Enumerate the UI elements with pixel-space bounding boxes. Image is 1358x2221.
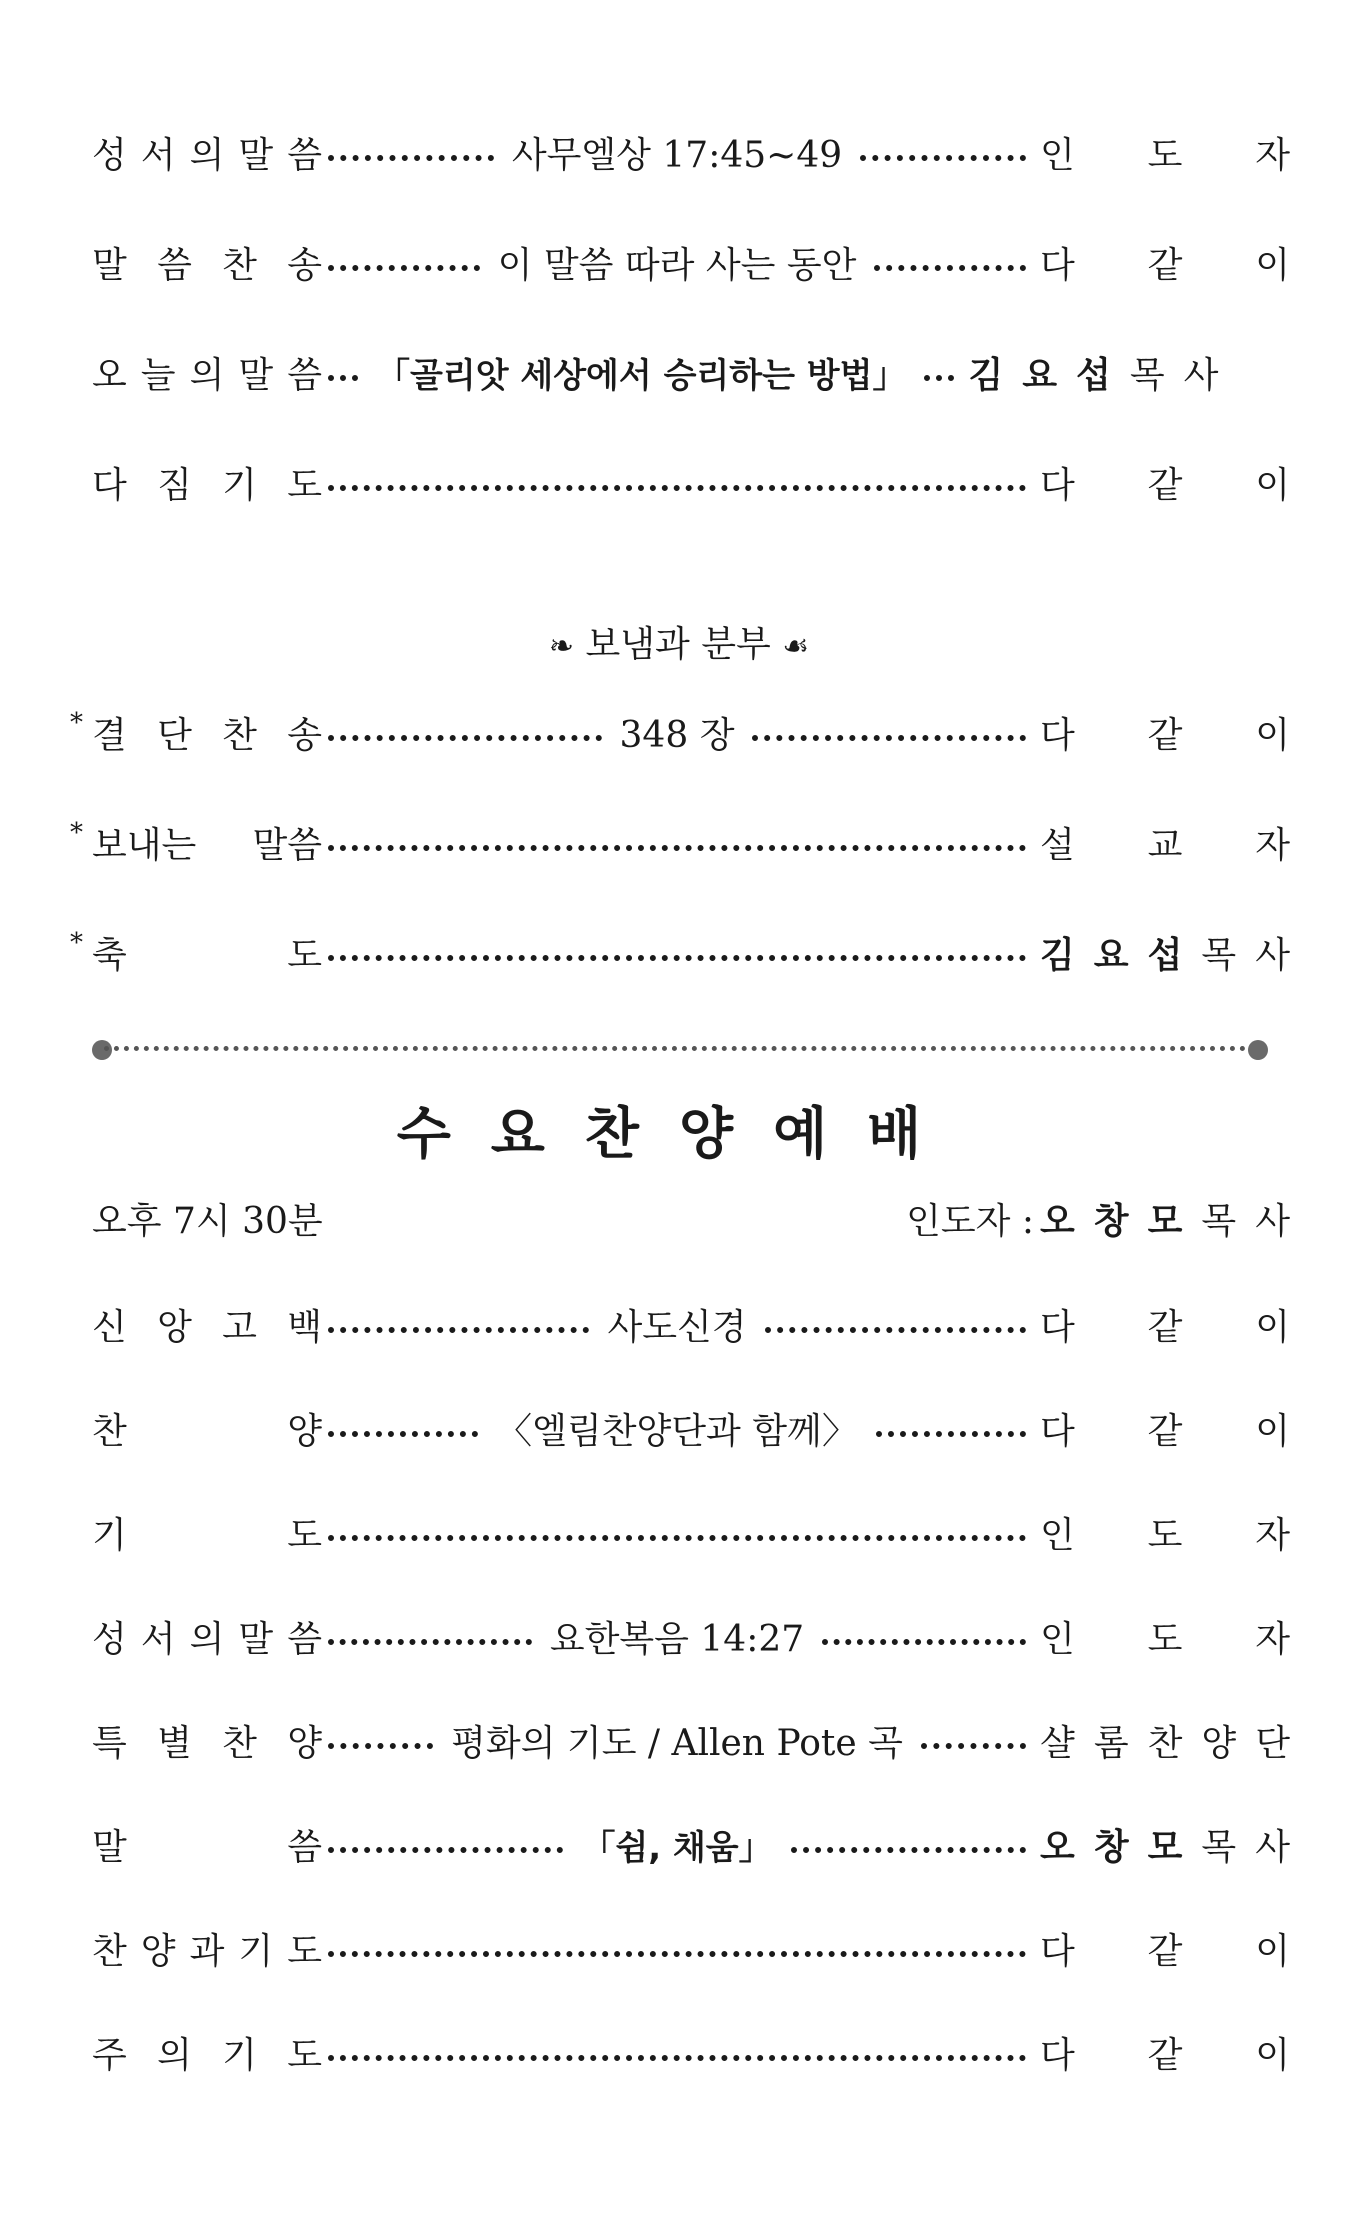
char: 송 [287, 244, 322, 286]
char: 자 [1255, 1618, 1291, 1660]
char: 목 [1129, 354, 1165, 396]
char: 같 [1147, 714, 1183, 756]
row-label [92, 1403, 322, 1454]
service-title: 수요찬양예배 [396, 1102, 962, 1167]
char: 이 [1255, 714, 1290, 756]
char: 도 [287, 1514, 322, 1556]
ornament-right-icon: ☙ [782, 629, 810, 664]
row-content: 평화의 기도 / Allen Pote 곡 [451, 1722, 903, 1764]
dotted-leader [791, 1847, 1026, 1853]
row-content: 〈엘림찬양단과 함께〉 [496, 1410, 858, 1452]
dotted-leader [328, 2055, 1026, 2061]
char: 말씀 [252, 824, 322, 866]
row-label [92, 1715, 322, 1766]
char: 요 [1022, 354, 1058, 396]
row-presenter [1040, 1299, 1290, 1350]
char: * 보내는 [92, 824, 197, 866]
dotted-leader [328, 1639, 532, 1645]
char: 김 [1040, 934, 1075, 976]
row-presenter [1040, 237, 1290, 288]
row-presenter [1040, 1715, 1290, 1766]
row-presenter [1040, 817, 1290, 868]
section-divider [92, 1040, 1268, 1060]
char: 다 [1040, 1410, 1075, 1452]
char: 인 [1040, 1618, 1075, 1660]
char: 짐 [157, 464, 192, 506]
char: 의 [189, 1618, 225, 1660]
row-label [92, 2027, 322, 2078]
char: 설 [1040, 824, 1075, 866]
row-label [92, 1507, 322, 1558]
char: 다 [1040, 1930, 1075, 1972]
char: 섭 [1076, 354, 1111, 396]
char: 도 [287, 464, 322, 506]
char: 성 [92, 1618, 127, 1660]
char: 씀 [287, 1826, 322, 1868]
char: 섭 [1147, 934, 1183, 976]
char: 다 [1040, 1306, 1075, 1348]
char: 창 [1093, 1826, 1129, 1868]
char: 사 [1255, 934, 1290, 976]
row-label [92, 927, 322, 978]
service-leader [906, 1193, 1290, 1244]
dotted-leader [752, 735, 1026, 741]
char: 의 [189, 354, 225, 396]
char: 같 [1147, 1930, 1183, 1972]
row-content: 요한복음 14:27 [549, 1618, 805, 1660]
row-content: 사도신경 [607, 1306, 747, 1348]
char: 같 [1147, 1306, 1183, 1348]
char: 기 [222, 2034, 257, 2076]
char: 도 [287, 934, 322, 976]
subheading-text: 보냄과 분부 [585, 624, 771, 665]
dotted-leader [328, 265, 480, 271]
char: 샬 [1040, 1722, 1075, 1764]
dotted-leader [328, 1535, 1026, 1541]
char: 같 [1147, 2034, 1183, 2076]
dotted-leader [876, 1431, 1026, 1437]
dotted-leader [328, 155, 494, 161]
row-presenter [1040, 457, 1290, 508]
order-row [92, 1292, 1290, 1356]
dotted-leader [765, 1327, 1026, 1333]
char: 늘 [140, 354, 176, 396]
order-row [92, 1916, 1290, 1980]
char: 별 [157, 1722, 192, 1764]
char: 이 [1255, 1930, 1290, 1972]
dotted-leader [328, 1743, 433, 1749]
dotted-leader [860, 155, 1026, 161]
row-presenter [968, 347, 1218, 398]
row-content: 사무엘상 17:45~49 [511, 134, 843, 176]
order-row [92, 920, 1290, 984]
row-label [92, 1611, 322, 1662]
row-label [92, 347, 322, 398]
char: 주 [92, 2034, 127, 2076]
char: 이 [1255, 464, 1290, 506]
char: 다 [1040, 464, 1075, 506]
dotted-leader [328, 955, 1026, 961]
char: 교 [1147, 824, 1183, 866]
char: 모 [1147, 1826, 1183, 1868]
char: 요 [1093, 934, 1129, 976]
dotted-leader [328, 375, 358, 381]
sermon-title: 「골리앗 세상에서 승리하는 방법」 [376, 355, 907, 396]
row-presenter [1040, 1923, 1290, 1974]
row-presenter [1040, 1507, 1290, 1558]
char: 양 [140, 1930, 176, 1972]
dotted-leader [328, 845, 1026, 851]
char: 서 [140, 134, 176, 176]
char: 김 [968, 354, 1004, 396]
order-row [92, 2020, 1290, 2084]
char: 찬 [222, 1722, 257, 1764]
char: 말 [238, 354, 274, 396]
dotted-leader [874, 265, 1026, 271]
row-presenter [1040, 127, 1290, 178]
char: 찬 [1147, 1722, 1183, 1764]
char: 찬 [92, 1930, 127, 1972]
char: 과 [189, 1930, 225, 1972]
leader-name [1040, 1193, 1290, 1244]
char: 송 [287, 714, 322, 756]
char: 찬 [222, 244, 257, 286]
char: 사 [1255, 1826, 1290, 1868]
row-label [92, 1923, 322, 1974]
char: 다 [1040, 2034, 1075, 2076]
char: 도 [287, 1930, 322, 1972]
char: 찬 [222, 714, 257, 756]
char: 목 [1201, 1826, 1237, 1868]
row-presenter [1040, 2027, 1290, 2078]
divider-dot-right-icon [1248, 1040, 1268, 1060]
dotted-leader [328, 1847, 563, 1853]
char: 씀 [157, 244, 192, 286]
order-row [92, 450, 1290, 514]
char: 오 [1040, 1200, 1075, 1242]
char: 백 [287, 1306, 322, 1348]
char: 기 [222, 464, 257, 506]
char: 이 [1255, 1306, 1291, 1348]
dotted-leader [328, 485, 1026, 491]
row-presenter [1040, 1403, 1290, 1454]
order-row [92, 1812, 1290, 1876]
char: * 결 [92, 714, 127, 756]
row-label [92, 127, 322, 178]
service-info [92, 1188, 1290, 1248]
dotted-leader [328, 1951, 1026, 1957]
row-label [92, 237, 322, 288]
char: 찬 [92, 1410, 127, 1452]
char: 인 [1040, 134, 1075, 176]
row-presenter [1040, 1819, 1290, 1870]
row-label [92, 817, 322, 868]
subheading [0, 616, 1358, 667]
char: 이 [1255, 1410, 1290, 1452]
char: 같 [1147, 464, 1183, 506]
char: 이 [1255, 2034, 1290, 2076]
order-row [92, 1604, 1290, 1668]
char: 창 [1093, 1200, 1129, 1242]
char: 다 [1040, 714, 1075, 756]
char: 말 [238, 134, 274, 176]
order-row [92, 1708, 1290, 1772]
order-row [92, 230, 1290, 294]
dotted-leader [822, 1639, 1026, 1645]
order-row [92, 1396, 1290, 1460]
order-row [92, 810, 1290, 874]
char: * 축 [92, 934, 127, 976]
char: 도 [1147, 1514, 1183, 1556]
char: 모 [1147, 1200, 1183, 1242]
char: 오 [1040, 1826, 1075, 1868]
char: 자 [1255, 1514, 1290, 1556]
char: 씀 [287, 134, 322, 176]
char: 양 [287, 1410, 322, 1452]
char: 도 [287, 2034, 322, 2076]
dotted-leader [328, 1327, 589, 1333]
row-presenter [1040, 707, 1290, 758]
char: 앙 [157, 1306, 192, 1348]
char: 인 [1040, 1514, 1075, 1556]
service-time: 오후 7시 30분 [92, 1200, 323, 1242]
char: 고 [222, 1306, 257, 1348]
char: 기 [92, 1514, 127, 1556]
row-content: 348 장 [619, 714, 735, 756]
dotted-leader [328, 735, 602, 741]
dotted-leader [924, 375, 954, 381]
row-label [92, 457, 322, 508]
char: 도 [1147, 1618, 1183, 1660]
dotted-leader [921, 1743, 1026, 1749]
char: 목 [1201, 934, 1237, 976]
row-label [92, 1299, 322, 1350]
char: 말 [92, 244, 127, 286]
row-presenter [1040, 1611, 1290, 1662]
char: 씀 [287, 1618, 322, 1660]
char: 사 [1255, 1200, 1290, 1242]
char: 오 [92, 354, 127, 396]
char: 양 [287, 1722, 322, 1764]
order-row [92, 700, 1290, 764]
char: 같 [1147, 244, 1183, 286]
char: 특 [92, 1722, 127, 1764]
char: 단 [1255, 1722, 1290, 1764]
order-row [92, 340, 1290, 404]
char: 자 [1255, 824, 1290, 866]
char: 의 [189, 134, 225, 176]
char: 같 [1147, 1410, 1183, 1452]
char: 서 [140, 1618, 176, 1660]
char: 말 [238, 1618, 274, 1660]
char: 단 [157, 714, 192, 756]
char: 사 [1183, 354, 1219, 396]
char: 다 [92, 464, 127, 506]
char: 성 [92, 134, 127, 176]
leader-label: 인도자 : [906, 1200, 1034, 1242]
row-label [92, 707, 322, 758]
order-row [92, 1500, 1290, 1564]
char: 의 [157, 2034, 192, 2076]
char: 도 [1147, 134, 1183, 176]
char: 자 [1255, 134, 1290, 176]
divider-line [104, 1046, 1256, 1051]
ornament-left-icon: ❧ [548, 629, 574, 664]
char: 롬 [1093, 1722, 1129, 1764]
row-content: 이 말씀 따라 사는 동안 [497, 244, 857, 286]
order-row [92, 120, 1290, 184]
row-presenter [1040, 927, 1290, 978]
dotted-leader [328, 1431, 478, 1437]
char: 기 [238, 1930, 274, 1972]
char: 다 [1040, 244, 1075, 286]
sermon-title: 「쉼, 채움」 [581, 1827, 773, 1868]
char: 씀 [287, 354, 322, 396]
char: 양 [1201, 1722, 1237, 1764]
char: 이 [1255, 244, 1291, 286]
char: 말 [92, 1826, 127, 1868]
char: 신 [92, 1306, 127, 1348]
char: 목 [1201, 1200, 1237, 1242]
row-label [92, 1819, 322, 1870]
